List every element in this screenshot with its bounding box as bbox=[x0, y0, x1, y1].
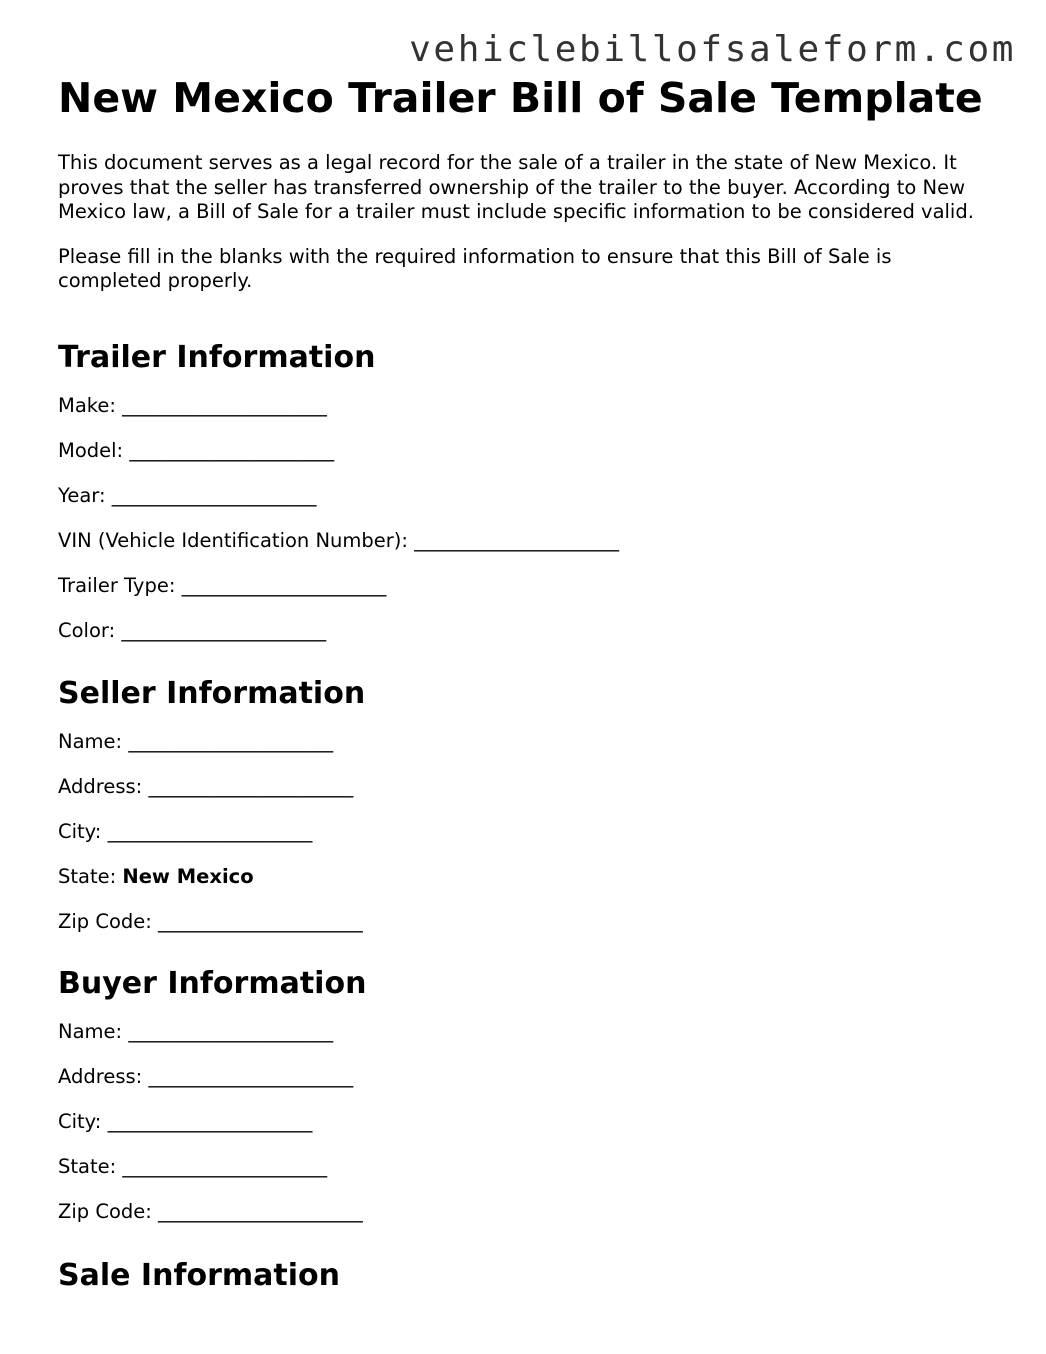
trailer-type-label: Trailer Type: bbox=[58, 574, 176, 597]
seller-city-label: City: bbox=[58, 820, 102, 843]
year-field[interactable] bbox=[58, 484, 619, 529]
color-blank[interactable]: _____________________ bbox=[121, 619, 327, 642]
page-title: New Mexico Trailer Bill of Sale Template bbox=[58, 74, 983, 122]
model-label: Model: bbox=[58, 439, 124, 462]
buyer-zip-label: Zip Code: bbox=[58, 1200, 152, 1223]
buyer-state-field[interactable] bbox=[58, 1155, 366, 1200]
trailer-information-heading: Trailer Information bbox=[58, 340, 376, 375]
seller-address-blank[interactable]: _____________________ bbox=[148, 775, 354, 798]
make-label: Make: bbox=[58, 394, 116, 417]
seller-state-label: State: bbox=[58, 865, 117, 888]
sale-information-section bbox=[58, 1258, 340, 1312]
seller-name-blank[interactable]: _____________________ bbox=[128, 730, 334, 753]
buyer-name-blank[interactable]: _____________________ bbox=[128, 1020, 334, 1043]
seller-zip-field[interactable] bbox=[58, 910, 365, 955]
site-watermark: vehiclebillofsaleform.com bbox=[409, 29, 1016, 70]
buyer-address-blank[interactable]: _____________________ bbox=[148, 1065, 354, 1088]
seller-address-field[interactable] bbox=[58, 775, 365, 820]
buyer-zip-field[interactable] bbox=[58, 1200, 366, 1245]
seller-zip-label: Zip Code: bbox=[58, 910, 152, 933]
vin-label: VIN (Vehicle Identification Number): bbox=[58, 529, 408, 552]
buyer-name-label: Name: bbox=[58, 1020, 123, 1043]
trailer-information-section bbox=[58, 340, 619, 664]
buyer-city-blank[interactable]: _____________________ bbox=[107, 1110, 313, 1133]
year-label: Year: bbox=[58, 484, 106, 507]
seller-address-label: Address: bbox=[58, 775, 143, 798]
seller-information-heading: Seller Information bbox=[58, 676, 366, 711]
seller-information-section bbox=[58, 676, 365, 955]
buyer-city-label: City: bbox=[58, 1110, 102, 1133]
intro-paragraph: This document serves as a legal record for the sale of a trailer in the state of New Mexico. It proves that the seller has transferred ownership of the trailer to the buyer. According to New Mexico law, a Bill of Sale for a trailer must include specific information to be considered valid. bbox=[58, 151, 974, 224]
color-field[interactable] bbox=[58, 619, 619, 664]
seller-city-field[interactable] bbox=[58, 820, 365, 865]
color-label: Color: bbox=[58, 619, 116, 642]
sale-information-heading: Sale Information bbox=[58, 1258, 340, 1293]
buyer-address-label: Address: bbox=[58, 1065, 143, 1088]
buyer-state-label: State: bbox=[58, 1155, 117, 1178]
buyer-zip-blank[interactable]: _____________________ bbox=[158, 1200, 363, 1223]
buyer-address-field[interactable] bbox=[58, 1065, 366, 1110]
document-page bbox=[58, 74, 998, 1293]
buyer-information-section bbox=[58, 966, 366, 1245]
buyer-city-field[interactable] bbox=[58, 1110, 366, 1155]
make-blank[interactable]: _____________________ bbox=[122, 394, 327, 417]
vin-field[interactable] bbox=[58, 529, 619, 574]
seller-name-field[interactable] bbox=[58, 730, 365, 775]
seller-name-label: Name: bbox=[58, 730, 123, 753]
trailer-type-blank[interactable]: _____________________ bbox=[181, 574, 387, 597]
seller-zip-blank[interactable]: _____________________ bbox=[158, 910, 363, 933]
make-field[interactable] bbox=[58, 394, 619, 439]
buyer-state-blank[interactable]: _____________________ bbox=[122, 1155, 328, 1178]
model-field[interactable] bbox=[58, 439, 619, 484]
seller-state-value: New Mexico bbox=[122, 865, 254, 888]
buyer-name-field[interactable] bbox=[58, 1020, 366, 1065]
instructions-paragraph: Please fill in the blanks with the required information to ensure that this Bill of Sale is completed properly. bbox=[58, 244, 892, 293]
vin-blank[interactable]: _____________________ bbox=[414, 529, 619, 552]
seller-city-blank[interactable]: _____________________ bbox=[107, 820, 313, 843]
trailer-type-field[interactable] bbox=[58, 574, 619, 619]
year-blank[interactable]: _____________________ bbox=[111, 484, 317, 507]
seller-state-field bbox=[58, 865, 365, 910]
buyer-information-heading: Buyer Information bbox=[58, 966, 367, 1001]
model-blank[interactable]: _____________________ bbox=[129, 439, 335, 462]
